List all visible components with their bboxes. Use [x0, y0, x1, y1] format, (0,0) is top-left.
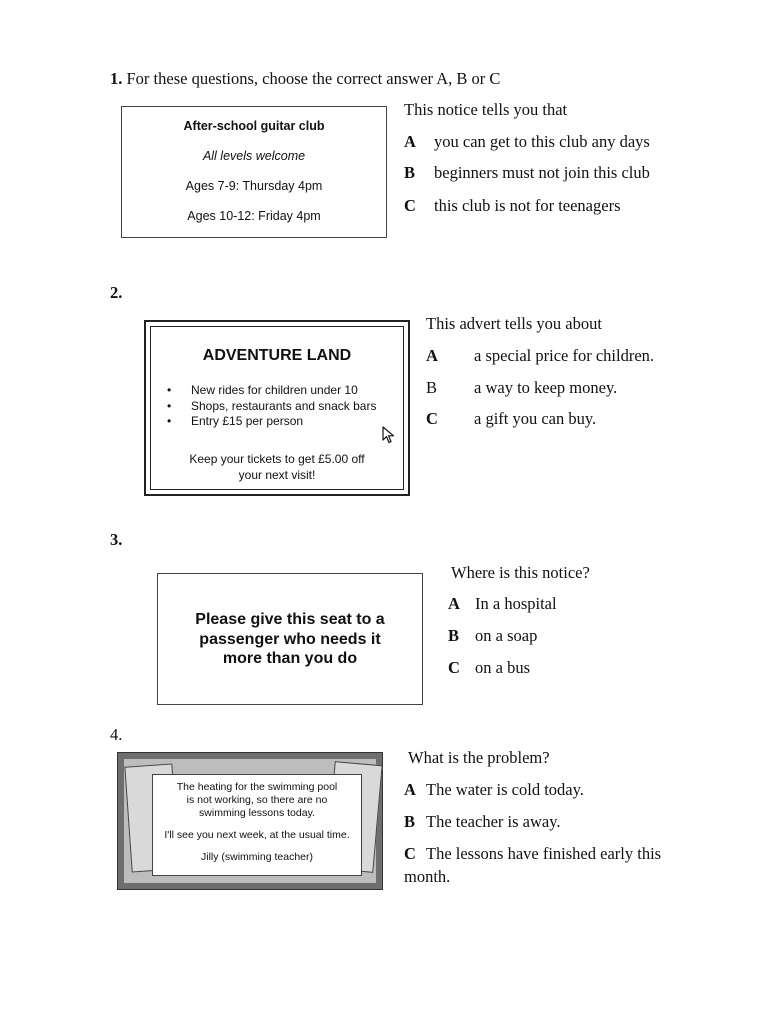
notice-line: passenger who needs it [199, 630, 381, 648]
option-b[interactable] [448, 626, 537, 646]
option-text: on a soap [475, 626, 538, 645]
option-letter: A [448, 594, 460, 613]
option-b[interactable] [426, 378, 617, 398]
notice-line: Ages 10-12: Friday 4pm [187, 209, 321, 223]
option-text: The teacher is away. [426, 812, 561, 831]
teacher-note [152, 774, 362, 876]
option-a[interactable] [426, 346, 654, 366]
notice-line: Please give this seat to a [195, 611, 385, 628]
notice-line: Ages 7-9: Thursday 4pm [185, 179, 323, 193]
question-2-advert [144, 320, 410, 496]
option-text: a gift you can buy. [474, 409, 597, 428]
option-text: a special price for children. [474, 346, 655, 365]
advert-bullet: • Entry £15 per person [167, 414, 376, 430]
option-letter: B [404, 812, 416, 831]
option-b[interactable] [404, 163, 650, 183]
note-line: The heating for the swimming pool [176, 781, 338, 793]
advert-footer-line: your next visit! [238, 467, 316, 482]
question-3-answers [448, 563, 728, 683]
advert-footer [151, 452, 403, 483]
noticeboard-backing [124, 759, 376, 883]
option-a[interactable] [404, 132, 650, 152]
question-4-noticeboard [117, 752, 383, 890]
notice-title: After-school guitar club [183, 119, 325, 133]
option-c[interactable] [404, 196, 621, 216]
notice-line: All levels welcome [202, 149, 306, 163]
notice-line: more than you do [222, 650, 358, 667]
question-1-heading [110, 69, 500, 89]
note-line: I'll see you next week, at the usual time. [164, 829, 350, 841]
option-letter: C [404, 196, 416, 215]
option-letter: A [404, 132, 416, 151]
advert-footer-line: Keep your tickets to get £5.00 off [189, 452, 365, 466]
mouse-pointer-icon [382, 426, 396, 444]
option-letter: A [404, 780, 416, 799]
question-4-number: 4. [110, 725, 123, 744]
question-1-answers [404, 100, 704, 230]
option-letter: A [426, 346, 438, 365]
option-b[interactable] [404, 812, 561, 832]
question-1-notice [121, 106, 387, 238]
question-3-stem: Where is this notice? [451, 563, 590, 582]
advert-inner-border [150, 326, 404, 490]
question-3-notice [157, 573, 423, 705]
option-letter: C [404, 844, 416, 863]
question-4-answers [404, 748, 704, 888]
question-3-number: 3. [110, 530, 123, 549]
question-2-number: 2. [110, 283, 123, 302]
option-text: you can get to this club any days [434, 132, 650, 151]
advert-bullet: • Shops, restaurants and snack bars [167, 399, 376, 415]
advert-bullets [167, 383, 376, 430]
question-2-answers [426, 314, 726, 444]
option-text: beginners must not join this club [434, 163, 650, 182]
question-2-stem: This advert tells you about [426, 314, 602, 333]
option-a[interactable] [404, 780, 584, 800]
option-text: a way to keep money. [474, 378, 618, 397]
note-line: swimming lessons today. [199, 807, 315, 819]
option-text: The water is cold today. [426, 780, 584, 799]
question-1-instruction: For these questions, choose the correct answer A, B or C [126, 69, 501, 88]
question-1-stem: This notice tells you that [404, 100, 568, 119]
option-c[interactable] [426, 409, 596, 429]
option-c-continuation: month. [404, 867, 451, 886]
option-letter: C [448, 658, 460, 677]
advert-bullet: • New rides for children under 10 [167, 383, 376, 399]
option-letter: B [404, 163, 416, 182]
option-letter: B [426, 378, 438, 397]
option-text: on a bus [475, 658, 530, 677]
option-text: this club is not for teenagers [434, 196, 621, 215]
question-1-number: 1. [110, 69, 123, 88]
note-signature: Jilly (swimming teacher) [200, 851, 314, 863]
option-letter: C [426, 409, 438, 428]
option-c[interactable] [404, 844, 661, 864]
notice-text [158, 610, 422, 669]
option-c[interactable] [448, 658, 530, 678]
question-4-stem: What is the problem? [408, 748, 550, 767]
option-a[interactable] [448, 594, 557, 614]
option-text: The lessons have finished early this [426, 844, 662, 863]
option-text: In a hospital [475, 594, 557, 613]
option-letter: B [448, 626, 460, 645]
advert-title: ADVENTURE LAND [202, 347, 352, 364]
note-line: is not working, so there are no [186, 794, 328, 806]
